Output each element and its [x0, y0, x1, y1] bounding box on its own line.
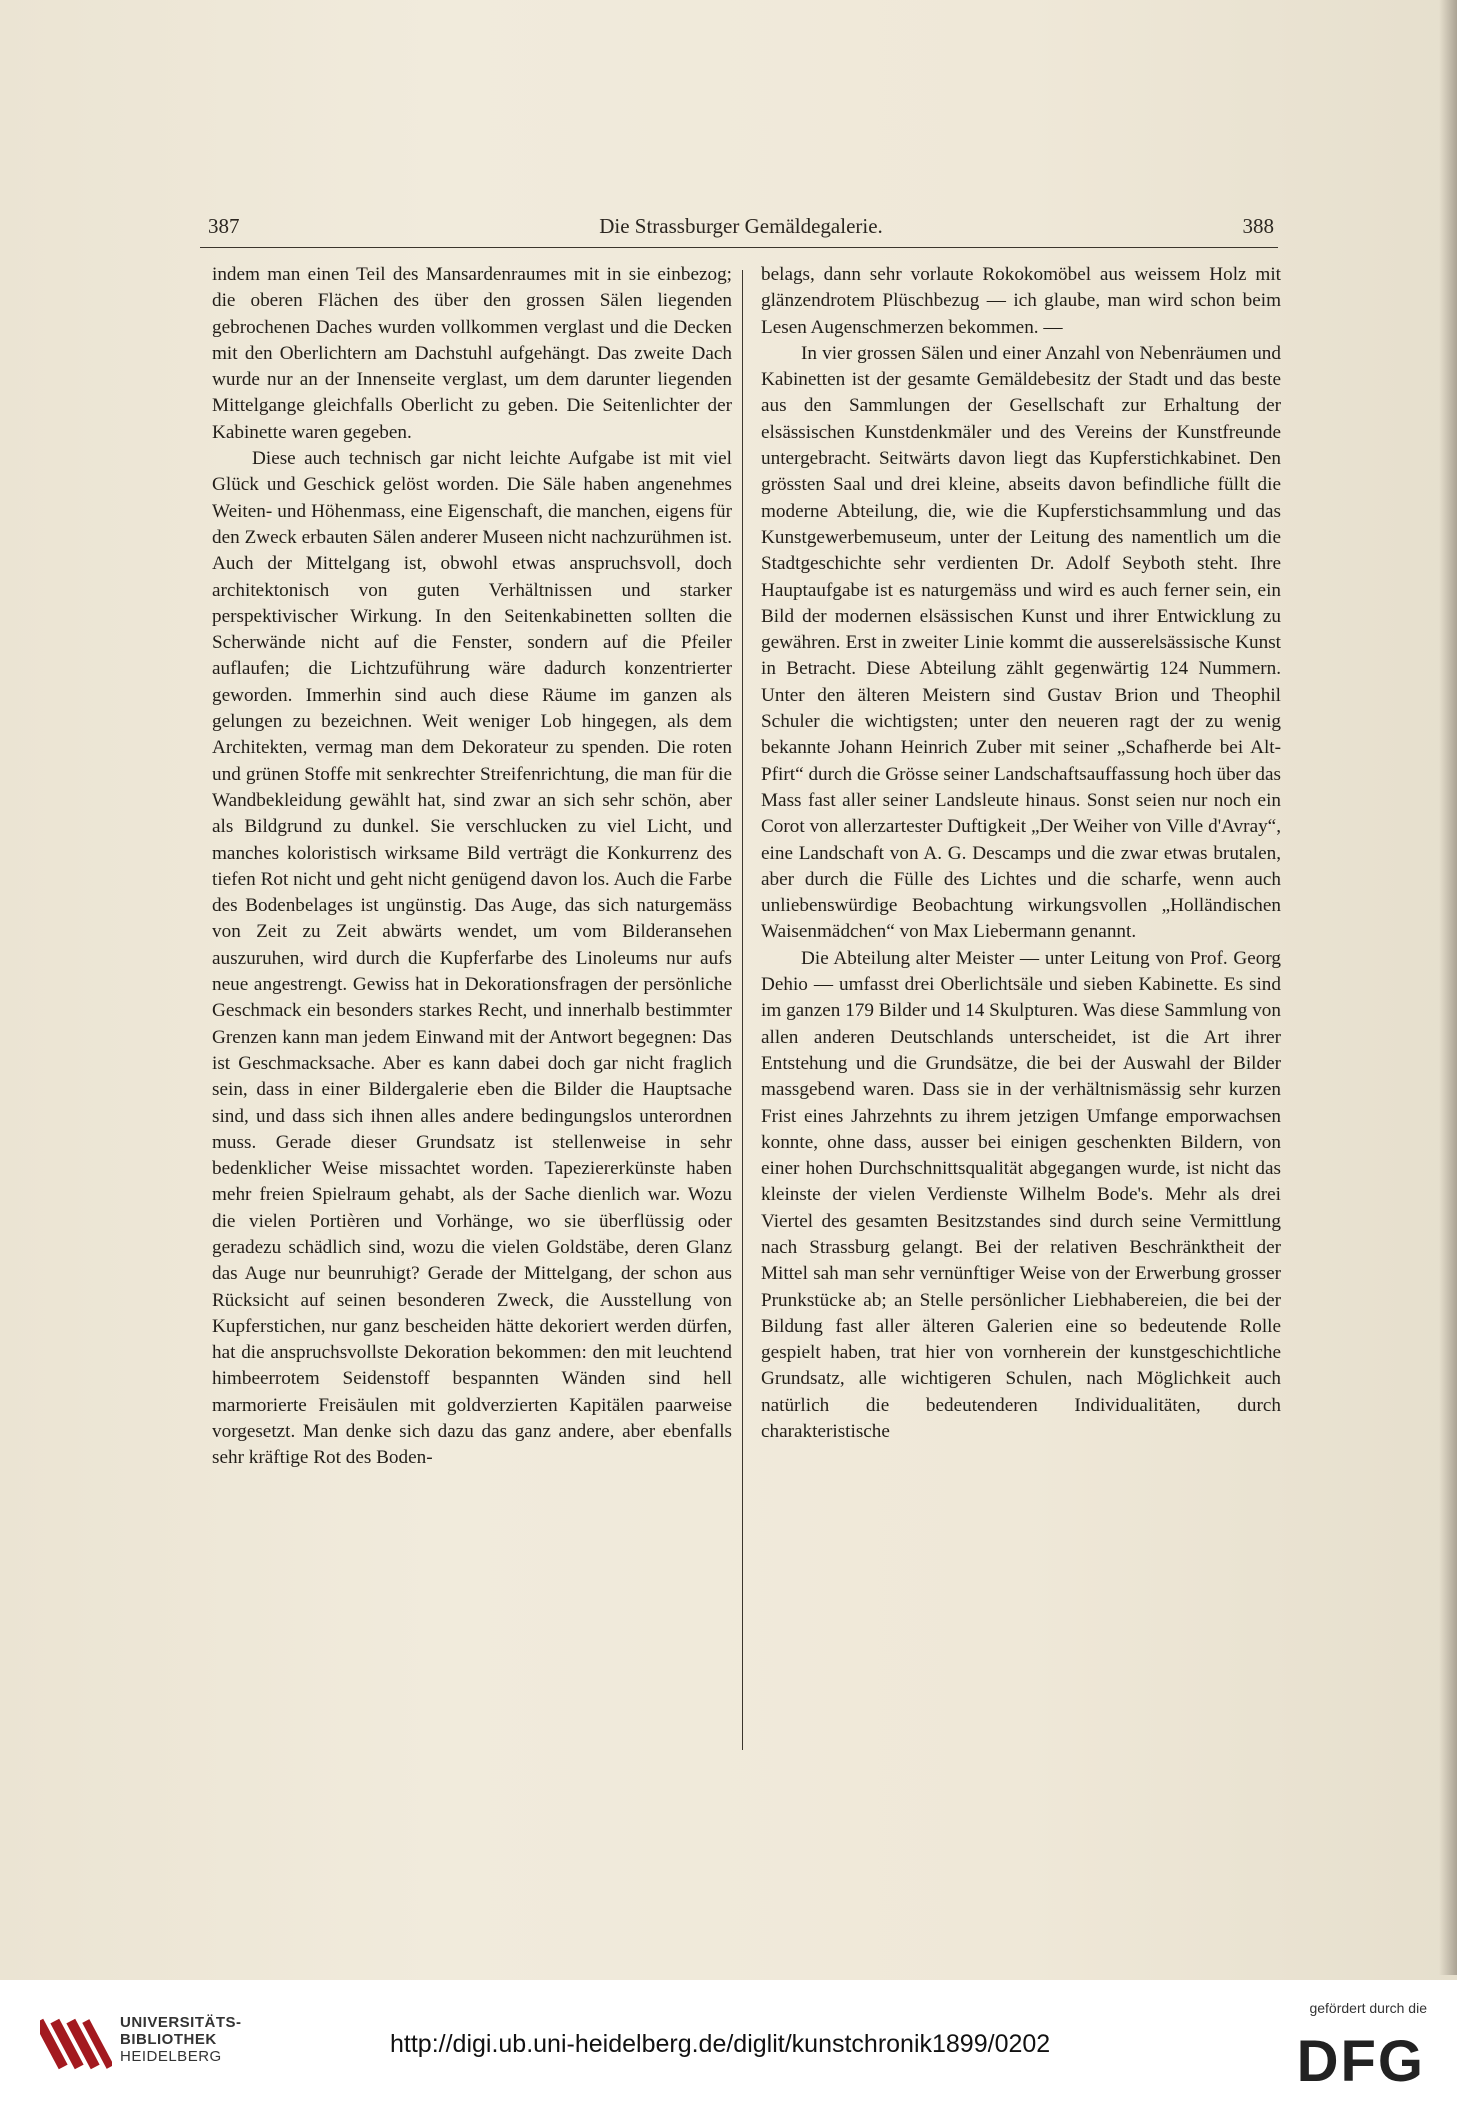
running-header [208, 214, 1274, 244]
library-name-line: HEIDELBERG [120, 2048, 222, 2065]
text-column-right [761, 262, 1281, 1445]
text-column-left [212, 262, 732, 1472]
paragraph: belags, dann sehr vorlaute Rokokomöbel aus weissem Holz mit glänzendrotem Plüschbezug — ich glaube, man wird schon beim Lesen Augenschmerzen bekommen. — [761, 264, 1281, 338]
university-library-name [120, 2014, 242, 2065]
digitization-footer [0, 1980, 1457, 2108]
paragraph: In vier grossen Sälen und einer Anzahl von Nebenräumen und Kabinetten ist der gesamte Gemäldebesitz der Stadt und das beste aus den Sammlungen der Gesellschaft zur Erhaltung der elsässischen Kunstdenkmäler und des Vereins der Kunstfreunde untergebracht. Seitwärts davon liegt das Kupferstichkabinet. Den grössten Saal und drei kleine, abseits davon befindliche füllt die moderne Abteilung, die, wie die Kupferstichsammlung und das Kunstgewerbemuseum, unter der Leitung des namentlich um die Stadtgeschichte sehr verdienten Dr. Adolf Seyboth steht. Ihre Hauptaufgabe ist es naturgemäss und wird es auch ferner sein, ein Bild der modernen elsässischen Kunst und ihrer Entwicklung zu gewähren. Erst in zweiter Linie kommt die ausserelsässische Kunst in Betracht. Diese Abteilung zählt gegenwärtig 124 Nummern. Unter den älteren Meistern sind Gustav Brion und Theophil Schuler die wichtigsten; unter den neueren ragt der zu wenig bekannte Johann Heinrich Zuber mit seiner „Schafherde bei Alt-Pfirt“ durch die Grösse seiner Landschaftsauffassung hoch über das Mass fast aller seiner Landsleute hinaus. Sonst seien nur noch ein Corot von allerzartester Duftigkeit „Der Weiher von Ville d'Avray“, eine Landschaft von A. G. Descamps und die zwar etwas brutalen, aber durch die Fülle des Lichtes und die scharfe, wenn auch unliebenswürdige Beobachtung wirkungsvollen „Holländischen Waisenmädchen“ von Max Liebermann genannt. [761, 342, 1281, 943]
permalink-url[interactable]: http://digi.ub.uni-heidelberg.de/diglit/kunstchronik1899/0202 [390, 2030, 1051, 2058]
page-number-left: 387 [208, 214, 240, 238]
university-library-logo-icon [40, 2012, 112, 2076]
paragraph: indem man einen Teil des Mansardenraumes mit in sie einbezog; die oberen Flächen des über den grossen Sälen liegenden gebrochenen Daches wurden vollkommen verglast und die Decken mit den Oberlichtern am Dachstuhl aufgehängt. Das zweite Dach wurde nur an der Innenseite verglast, um dem darunter liegenden Mittelgange gleichfalls Oberlicht zu geben. Die Seitenlichter der Kabinette waren gegeben. [212, 264, 732, 443]
running-title: Die Strassburger Gemäldegalerie. [599, 214, 883, 238]
paragraph: Die Abteilung alter Meister — unter Leitung von Prof. Georg Dehio — umfasst drei Oberlichtsäle und sieben Kabinette. Es sind im ganzen 179 Bilder und 14 Skulpturen. Was diese Sammlung von allen anderen Deutschlands unterscheidet, ist die Art ihrer Entstehung und die Grundsätze, die bei der Auswahl der Bilder massgebend waren. Dass sie in der verhältnismässig sehr kurzen Frist eines Jahrzehnts zu ihrem jetzigen Umfange emporwachsen konnte, ohne dass, ausser bei einigen geschenkten Bildern, von einer hohen Durchschnittsqualität abgegangen wurde, ist nicht das kleinste der vielen Verdienste Wilhelm Bode's. Mehr als drei Viertel des gesamten Besitzstandes sind durch seine Vermittlung nach Strassburg gelangt. Bei der relativen Beschränktheit der Mittel sah man sehr vernünftiger Weise von der Erwerbung grosser Prunkstücke ab; an Stelle persönlicher Liebhabereien, die bei der Bildung fast aller älteren Galerien eine so bedeutende Rolle gespielt haben, trat hier von vornherein der kunstgeschichtliche Grundsatz, alle wichtigeren Schulen, nach Möglichkeit auch natürlich die bedeutenderen Individualitäten, durch charakteristische [761, 947, 1281, 1443]
funding-caption: gefördert durch die [1309, 2000, 1427, 2016]
page-edge-shadow [1439, 0, 1457, 1975]
page-number-right: 388 [1242, 214, 1274, 238]
library-name-line: UNIVERSITÄTS- [120, 2014, 242, 2031]
column-divider [742, 270, 743, 1750]
header-rule [200, 247, 1278, 248]
library-name-line: BIBLIOTHEK [120, 2031, 217, 2048]
paragraph: Diese auch technisch gar nicht leichte Aufgabe ist mit viel Glück und Geschick gelöst worden. Die Säle haben angenehmes Weiten- und Höhenmass, eine Eigenschaft, die manchen, eigens für den Zweck erbauten Sälen anderer Museen nicht nachzurühmen ist. Auch der Mittelgang ist, obwohl etwas anspruchsvoll, doch architektonisch von guten Verhältnissen und starker perspektivischer Wirkung. In den Seitenkabinetten sollten die Scherwände nicht auf die Fenster, sondern auf die Pfeiler auflaufen; die Lichtzuführung wäre dadurch konzentrierter geworden. Immerhin sind auch diese Räume im ganzen als gelungen zu bezeichnen. Weit weniger Lob hingegen, als dem Architekten, vermag man dem Dekorateur zu spenden. Die roten und grünen Stoffe mit senkrechter Streifenrichtung, die man für die Wandbekleidung gewählt hat, sind zwar an sich sehr schön, aber als Bildgrund zu dunkel. Sie verschlucken zu viel Licht, und manches koloristisch wirksame Bild verträgt die Konkurrenz des tiefen Rot nicht und geht nicht genügend davon los. Auch die Farbe des Bodenbelages ist ungünstig. Das Auge, das sich naturgemäss von Zeit zu Zeit abwärts wendet, um vom Bilderansehen auszuruhen, wird durch die Kupferfarbe des Linoleums nur aufs neue angestrengt. Gewiss hat in Dekorationsfragen der persönliche Geschmack ein besonders starkes Recht, und innerhalb bestimmter Grenzen kann man jedem Einwand mit der Antwort begegnen: Das ist Geschmacksache. Aber es kann dabei doch gar nicht fraglich sein, dass in einer Bildergalerie eben die Bilder die Hauptsache sind, und dass sich ihnen alles andere bedingungslos unterordnen muss. Gerade dieser Grundsatz ist stellenweise in sehr bedenklicher Weise missachtet worden. Tapeziererkünste haben mehr freien Spielraum gehabt, als der Sache dienlich war. Wozu die vielen Portièren und Vorhänge, wo sie überflüssig oder geradezu schädlich sind, wozu die vielen Goldstäbe, deren Glanz das Auge nur beunruhigt? Gerade der Mittelgang, der schon aus Rücksicht auf seinen besonderen Zweck, die Ausstellung von Kupferstichen, nur ganz bescheiden hätte dekoriert werden dürfen, hat die anspruchsvollste Dekoration bekommen: den mit leuchtend himbeerrotem Seidenstoff bespannten Wänden sind hell marmorierte Freisäulen mit goldverzierten Kapitälen paarweise vorgesetzt. Man denke sich dazu das ganz andere, aber ebenfalls sehr kräftige Rot des Boden- [212, 448, 732, 1469]
dfg-logo: DFG [1296, 2029, 1425, 2094]
